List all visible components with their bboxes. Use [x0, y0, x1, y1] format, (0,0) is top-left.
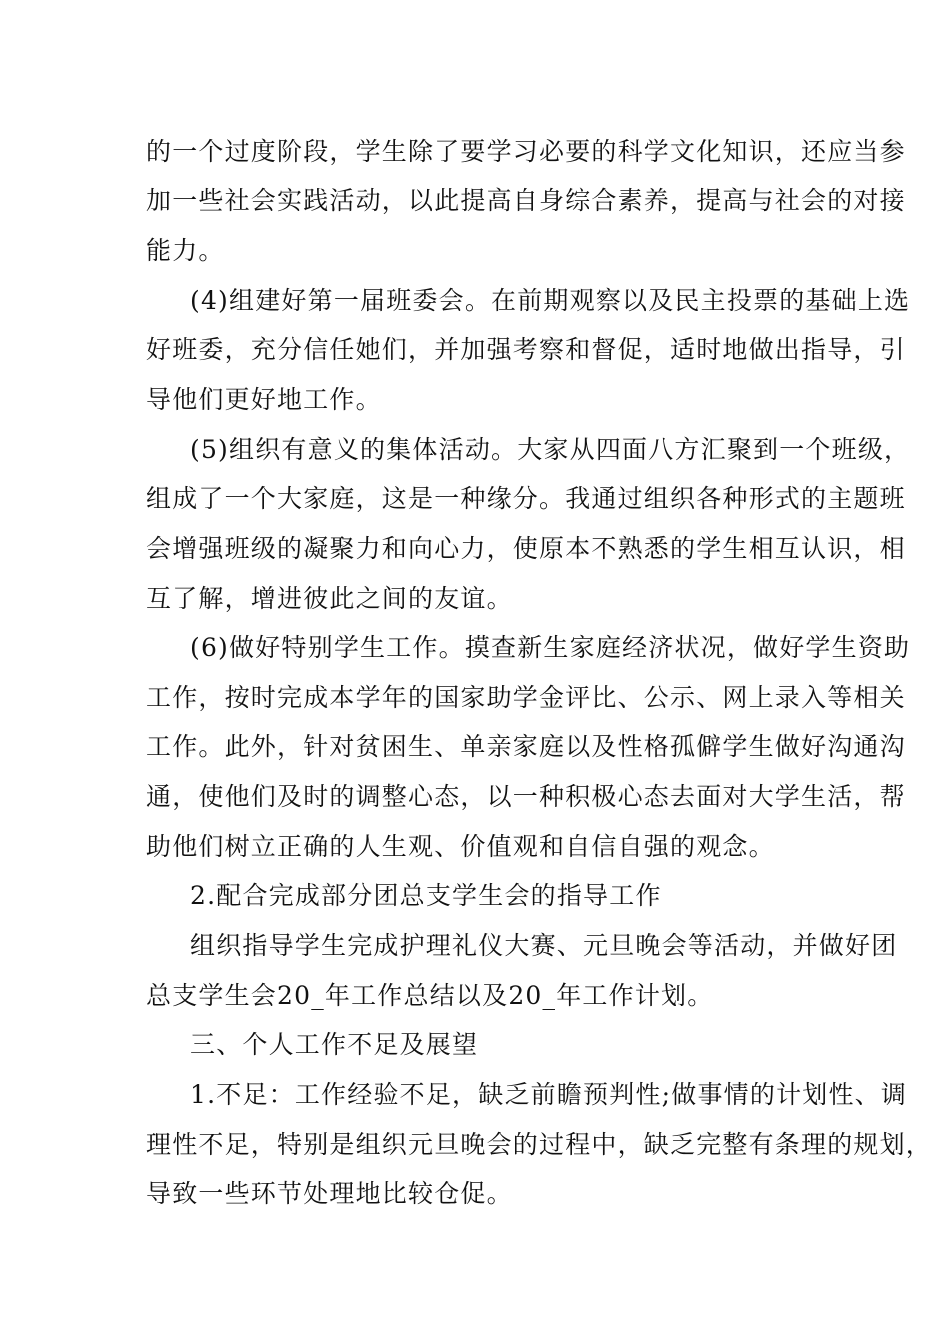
text-line: 加一些社会实践活动，以此提高自身综合素养，提高与社会的对接 — [146, 186, 906, 215]
text-line: 助他们树立正确的人生观、价值观和自信自强的观念。 — [146, 832, 775, 861]
text-line: 能力。 — [146, 236, 225, 265]
section-heading: 2.配合完成部分团总支学生会的指导工作 — [190, 881, 662, 910]
paragraph-start-line: (6)做好特别学生工作。摸查新生家庭经济状况，做好学生资助 — [190, 633, 911, 662]
paragraph-start-line: (4)组建好第一届班委会。在前期观察以及民主投票的基础上选 — [190, 286, 911, 315]
text-line: 工作。此外，针对贫困生、单亲家庭以及性格孤僻学生做好沟通沟 — [146, 732, 906, 761]
text-line: 的一个过度阶段，学生除了要学习必要的科学文化知识，还应当参 — [146, 137, 906, 166]
text-line: 通，使他们及时的调整心态，以一种积极心态去面对大学生活，帮 — [146, 782, 906, 811]
text-line: 组成了一个大家庭，这是一种缘分。我通过组织各种形式的主题班 — [146, 484, 906, 513]
paragraph-start-line: 组织指导学生完成护理礼仪大赛、元旦晚会等活动，并做好团 — [190, 931, 898, 960]
text-line: 会增强班级的凝聚力和向心力，使原本不熟悉的学生相互认识，相 — [146, 534, 906, 563]
text-line: 总支学生会20_年工作总结以及20_年工作计划。 — [146, 981, 714, 1010]
text-line: 工作，按时完成本学年的国家助学金评比、公示、网上录入等相关 — [146, 683, 906, 712]
paragraph-start-line: 1.不足：工作经验不足，缺乏前瞻预判性;做事情的计划性、调 — [190, 1080, 908, 1109]
text-line: 好班委，充分信任她们，并加强考察和督促，适时地做出指导，引 — [146, 335, 906, 364]
paragraph-start-line: (5)组织有意义的集体活动。大家从四面八方汇聚到一个班级， — [190, 435, 911, 464]
text-line: 互了解，增进彼此之间的友谊。 — [146, 584, 513, 613]
text-line: 导他们更好地工作。 — [146, 385, 382, 414]
text-line: 理性不足，特别是组织元旦晚会的过程中，缺乏完整有条理的规划， — [146, 1130, 933, 1159]
text-line: 导致一些环节处理地比较仓促。 — [146, 1179, 513, 1208]
section-heading: 三、个人工作不足及展望 — [190, 1030, 479, 1059]
